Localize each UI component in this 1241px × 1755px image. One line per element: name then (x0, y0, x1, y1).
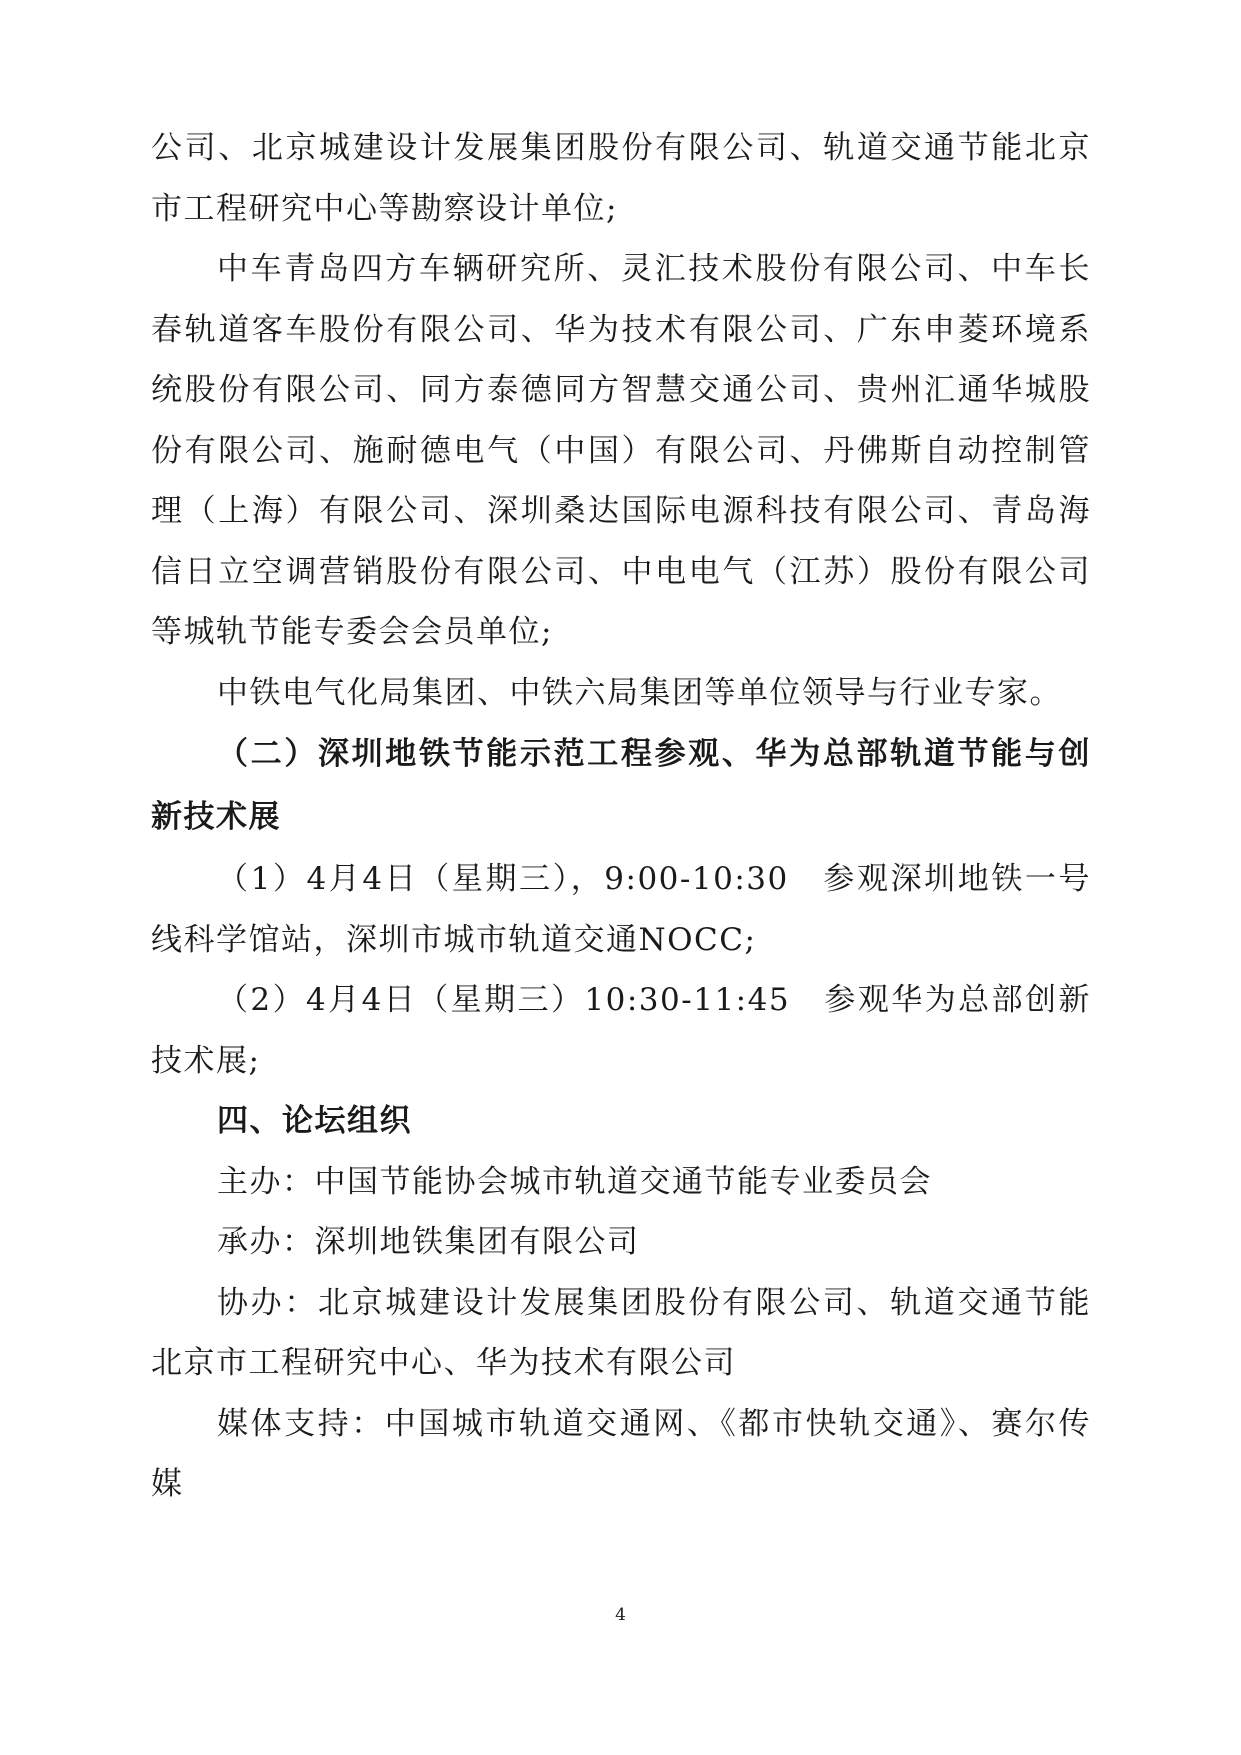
paragraph-design-units: 公司、北京城建设计发展集团股份有限公司、轨道交通节能北京市工程研究中心等勘察设计单位; (151, 130, 1091, 227)
paragraph-experts: 中铁电气化局集团、中铁六局集团等单位领导与行业专家。 (217, 674, 1062, 711)
page-number: 4 (615, 1605, 626, 1625)
organizer-co-organizers: 协办：北京城建设计发展集团股份有限公司、轨道交通节能北京市工程研究中心、华为技术有限公司 (151, 1284, 1091, 1381)
schedule-item-1: （1）4月4日（星期三），9:00-10:30 参观深圳地铁一号线科学馆站，深圳市城市轨道交通NOCC; (151, 861, 1091, 958)
section-heading-organization: 四、论坛组织 (217, 1103, 412, 1139)
organizer-host: 主办：中国节能协会城市轨道交通节能专业委员会 (217, 1163, 932, 1200)
organizer-media-support: 媒体支持：中国城市轨道交通网、《都市快轨交通》、赛尔传媒 (151, 1405, 1091, 1502)
body-text (151, 118, 1091, 1515)
section-heading-visit: （二）深圳地铁节能示范工程参观、华为总部轨道节能与创新技术展 (151, 736, 1091, 835)
paragraph-member-units: 中车青岛四方车辆研究所、灵汇技术股份有限公司、中车长春轨道客车股份有限公司、华为技术有限公司、广东申菱环境系统股份有限公司、同方泰德同方智慧交通公司、贵州汇通华城股份有限公司、施耐德电气（中国）有限公司、丹佛斯自动控制管理（上海）有限公司、深圳桑达国际电源科技有限公司、青岛海信日立空调营销股份有限公司、中电电气（江苏）股份有限公司等城轨节能专委会会员单位; (151, 251, 1091, 650)
schedule-item-2: （2）4月4日（星期三）10:30-11:45 参观华为总部创新技术展; (151, 982, 1091, 1079)
organizer-undertaker: 承办：深圳地铁集团有限公司 (217, 1224, 640, 1260)
